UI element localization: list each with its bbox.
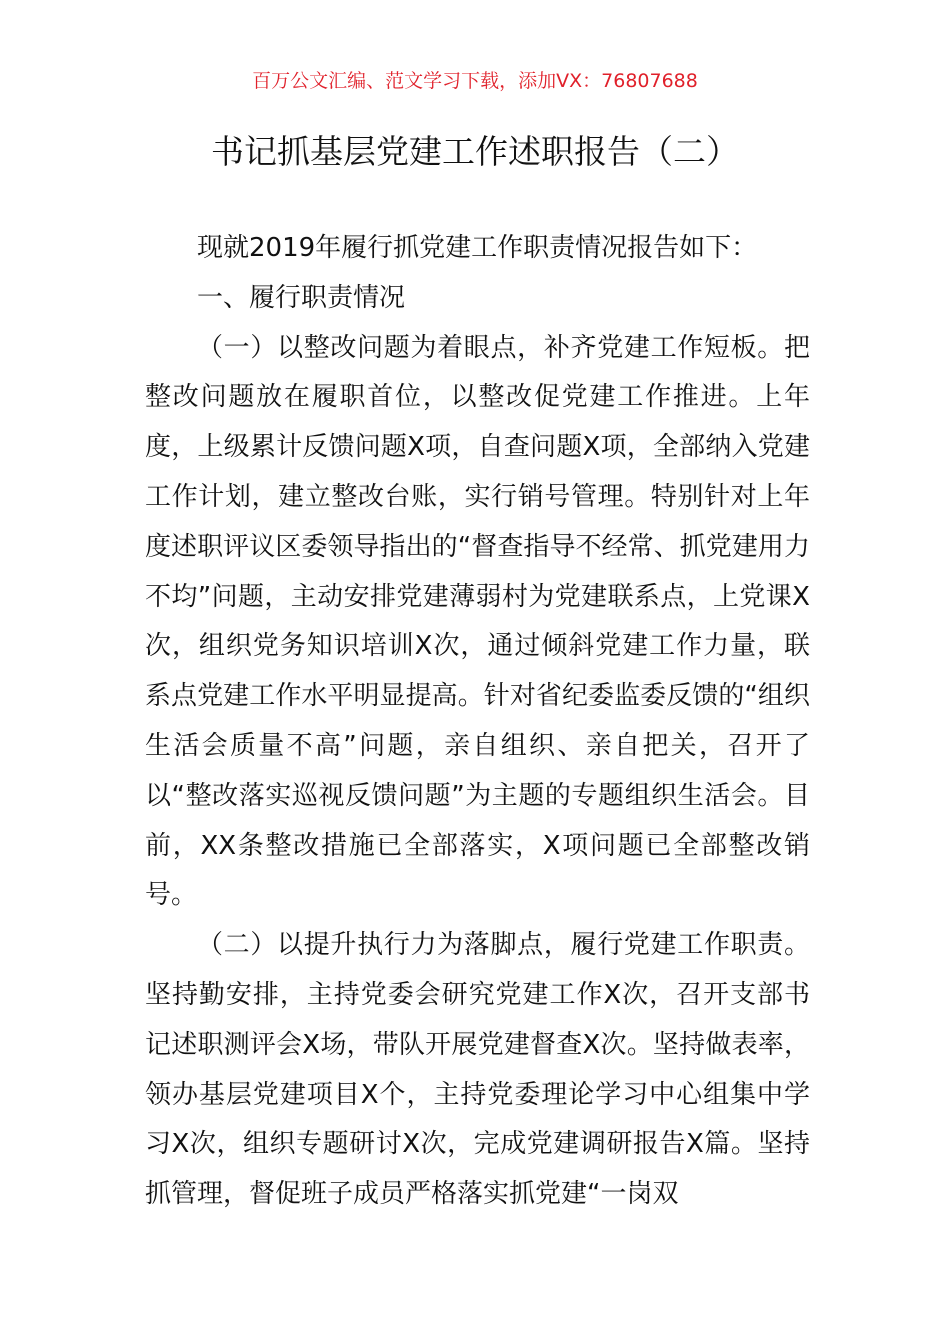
- document-title: 书记抓基层党建工作述职报告（二）: [211, 132, 739, 171]
- intro-paragraph: 现就2019年履行抓党建工作职责情况报告如下：: [197, 233, 758, 263]
- download-banner: 百万公文汇编、范文学习下载，添加VX：76807688: [252, 70, 698, 92]
- document-body: [145, 224, 810, 1220]
- body-paragraph: （一）以整改问题为着眼点，补齐党建工作短板。把整改问题放在履职首位，以整改促党建工作推进。上年度，上级累计反馈问题X项，自查问题X项，全部纳入党建工作计划，建立整改台账，实行销号管理。特别针对上年度述职评议区委领导指出的“督查指导不经常、抓党建用力不均”问题，主动安排党建薄弱村为党建联系点，上党课X次，组织党务知识培训X次，通过倾斜党建工作力量，联系点党建工作水平明显提高。针对省纪委监委反馈的“组织生活会质量不高”问题，亲自组织、亲自把关，召开了以“整改落实巡视反馈问题”为主题的专题组织生活会。目前，XX条整改措施已全部落实，X项问题已全部整改销号。: [145, 332, 810, 911]
- body-paragraph: （二）以提升执行力为落脚点，履行党建工作职责。坚持勤安排，主持党委会研究党建工作X次，召开支部书记述职测评会X场，带队开展党建督查X次。坚持做表率，领办基层党建项目X个，主持党委理论学习中心组集中学习X次，组织专题研讨X次，完成党建调研报告X篇。坚持抓管理，督促班子成员严格落实抓党建“一岗双: [145, 930, 810, 1210]
- section-heading: 一、履行职责情况: [197, 282, 406, 313]
